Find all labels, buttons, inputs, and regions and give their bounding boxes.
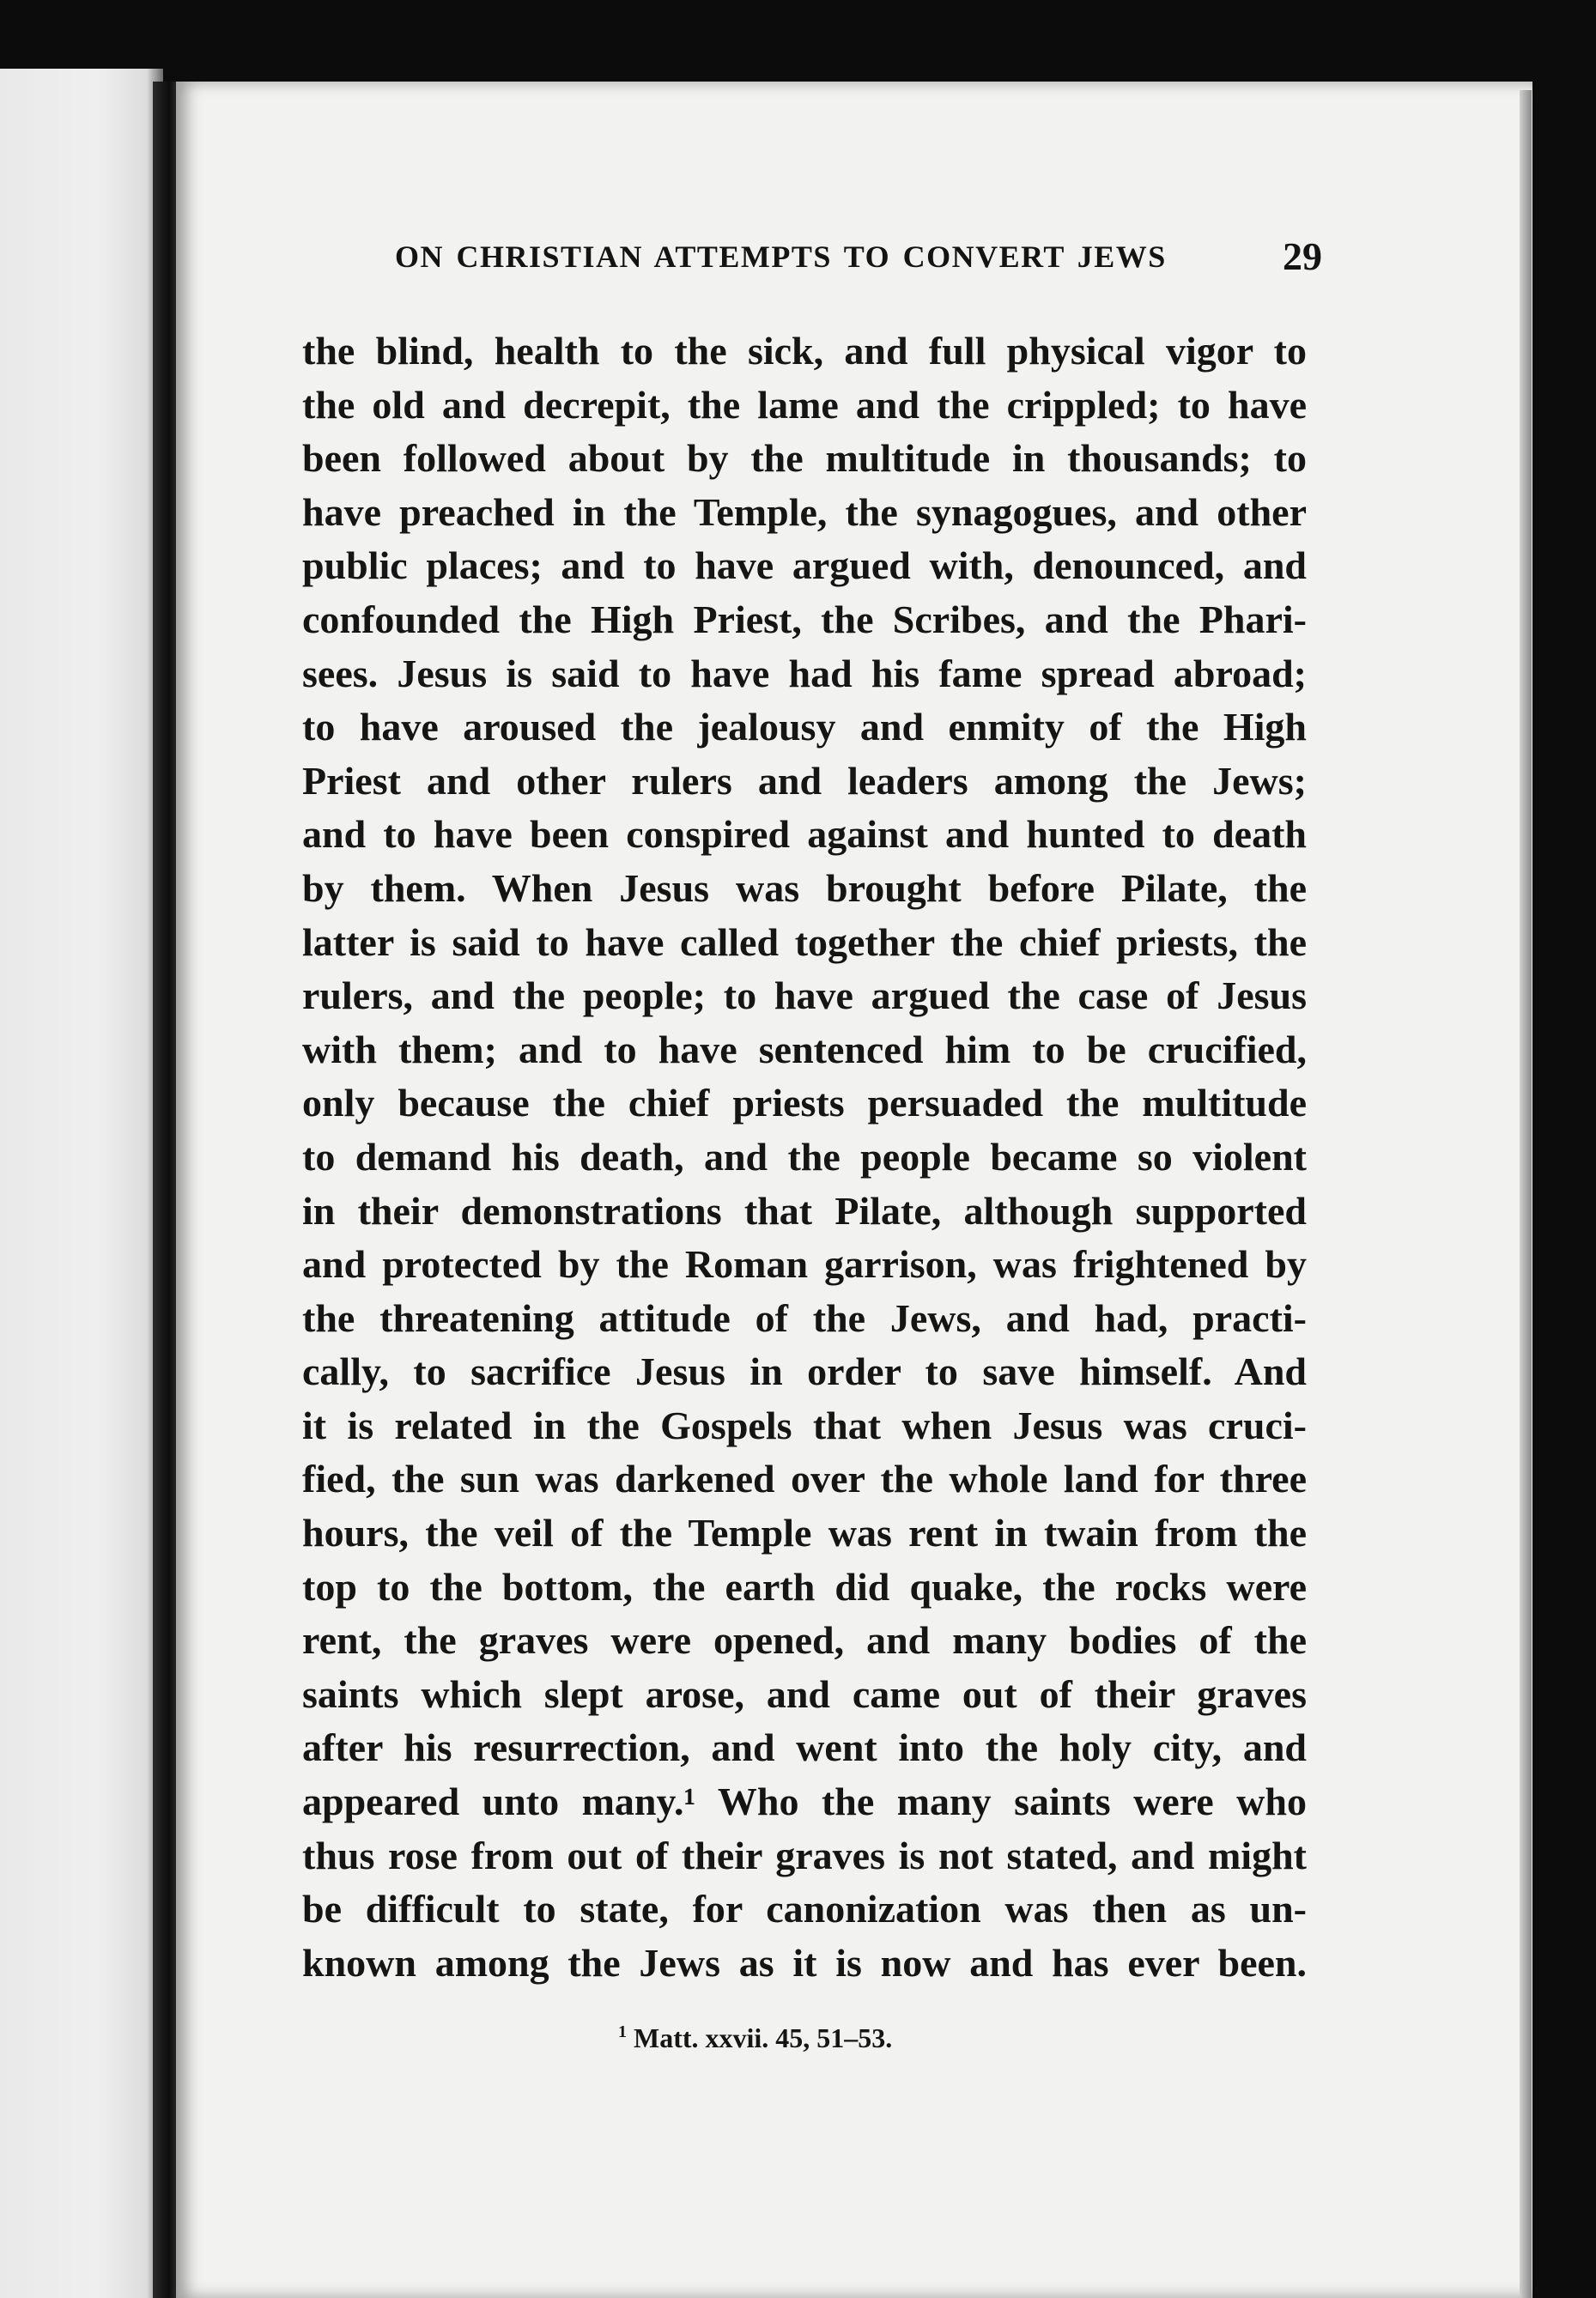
text-line: to have aroused the jealousy and enmity of the High (302, 705, 1307, 749)
text-line: to demand his death, and the people became so violent (302, 1134, 1307, 1179)
text-line: with them; and to have sentenced him to be crucified, (302, 1027, 1307, 1071)
facing-page-left (0, 69, 163, 2298)
text-line: been followed about by the multitude in thousands; to (302, 436, 1307, 481)
footnote-text: Matt. xxvii. 45, 51–53. (634, 2022, 893, 2053)
text-line: by them. When Jesus was brought before Pilate, the (302, 865, 1307, 910)
text-line: known among the Jews as it is now and has ever been. (302, 1940, 1307, 1985)
text-line: public places; and to have argued with, denounced, and (302, 543, 1307, 588)
text-line: sees. Jesus is said to have had his fame spread abroad; (302, 651, 1307, 695)
text-line: only because the chief priests persuaded the multitude (302, 1081, 1307, 1125)
text-line: the threatening attitude of the Jews, and had, practi- (302, 1295, 1307, 1340)
text-line: and to have been conspired against and hunted to death (302, 812, 1307, 857)
text-line: it is related in the Gospels that when Jesus was cruci- (302, 1403, 1307, 1447)
text-line: Priest and other rulers and leaders among the Jews; (302, 758, 1307, 803)
running-header (395, 233, 1322, 285)
text-line: appeared unto many.¹ Who the many saints were who (302, 1780, 1307, 1824)
text-line: top to the bottom, the earth did quake, the rocks were (302, 1564, 1307, 1609)
text-line: thus rose from out of their graves is not stated, and might (302, 1833, 1307, 1877)
text-line: fied, the sun was darkened over the whole land for three (302, 1457, 1307, 1501)
text-line: cally, to sacrifice Jesus in order to save himself. And (302, 1349, 1307, 1394)
text-line: hours, the veil of the Temple was rent in twain from the (302, 1511, 1307, 1555)
text-line: the blind, health to the sick, and full physical vigor to (302, 329, 1307, 373)
footnote (618, 2022, 892, 2054)
text-line: saints which slept arose, and came out of their graves (302, 1671, 1307, 1716)
text-line: after his resurrection, and went into the holy city, and (302, 1725, 1307, 1770)
text-line: rent, the graves were opened, and many bodies of the (302, 1618, 1307, 1663)
page-edge (1520, 90, 1532, 2298)
text-line: and protected by the Roman garrison, was frightened by (302, 1242, 1307, 1287)
text-line: confounded the High Priest, the Scribes, and the Phari- (302, 597, 1307, 641)
text-line: latter is said to have called together the chief priests, the (302, 919, 1307, 964)
text-line: be difficult to state, for canonization was then as un- (302, 1887, 1307, 1931)
body-text (302, 324, 1307, 1990)
footnote-marker: 1 (618, 2022, 627, 2041)
running-title: ON CHRISTIAN ATTEMPTS TO CONVERT JEWS (395, 240, 1167, 274)
text-line: have preached in the Temple, the synagogues, and other (302, 489, 1307, 534)
text-line: rulers, and the people; to have argued the case of Jesus (302, 973, 1307, 1018)
text-line: the old and decrepit, the lame and the crippled; to have (302, 382, 1307, 427)
page-number: 29 (1283, 234, 1322, 278)
text-line: in their demonstrations that Pilate, although supported (302, 1188, 1307, 1233)
